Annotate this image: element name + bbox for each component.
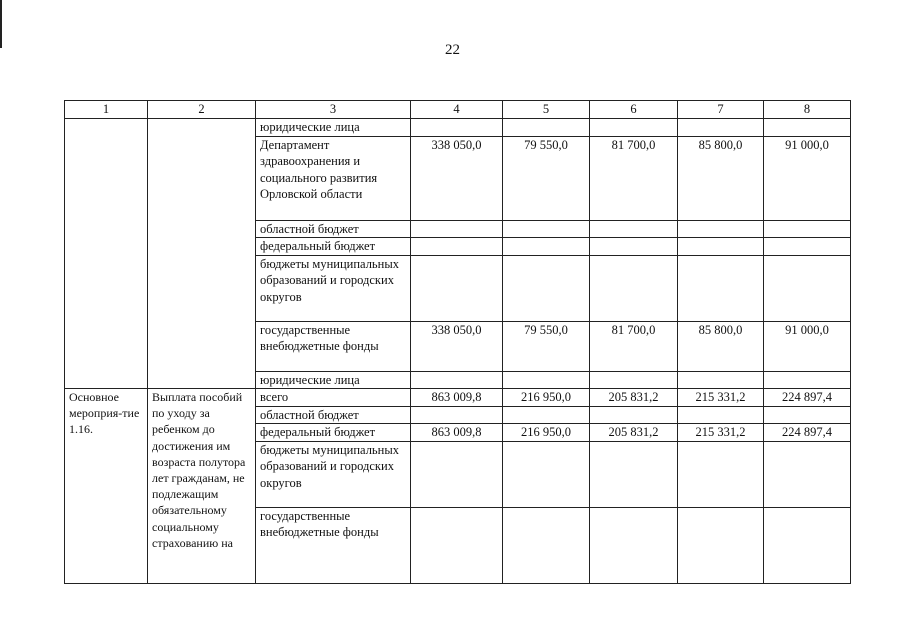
value-cell: 216 950,0 <box>503 389 590 407</box>
value-cell: 81 700,0 <box>590 321 678 371</box>
value-cell <box>503 441 590 507</box>
value-cell <box>590 255 678 321</box>
activity-cell: Основное мероприя-тие 1.16. <box>65 389 148 584</box>
funding-source-cell: Департамент здравоохранения и социального развития Орловской области <box>256 136 411 220</box>
value-cell <box>411 507 503 583</box>
funding-source-cell: бюджеты муниципальных образований и городских округов <box>256 441 411 507</box>
value-cell: 205 831,2 <box>590 424 678 442</box>
header-cell: 2 <box>148 101 256 119</box>
value-cell <box>764 238 851 256</box>
value-cell <box>590 507 678 583</box>
value-cell: 216 950,0 <box>503 424 590 442</box>
value-cell <box>764 220 851 238</box>
header-cell: 1 <box>65 101 148 119</box>
value-cell <box>764 119 851 137</box>
value-cell <box>764 255 851 321</box>
value-cell <box>411 371 503 389</box>
value-cell <box>764 406 851 424</box>
value-cell <box>411 406 503 424</box>
value-cell <box>764 507 851 583</box>
value-cell <box>678 441 764 507</box>
table-row <box>65 389 851 407</box>
value-cell: 338 050,0 <box>411 321 503 371</box>
value-cell: 85 800,0 <box>678 321 764 371</box>
value-cell <box>764 371 851 389</box>
header-cell: 3 <box>256 101 411 119</box>
header-cell: 8 <box>764 101 851 119</box>
budget-table <box>64 100 851 584</box>
value-cell <box>678 406 764 424</box>
value-cell <box>590 441 678 507</box>
value-cell <box>590 238 678 256</box>
funding-source-cell: юридические лица <box>256 119 411 137</box>
value-cell: 205 831,2 <box>590 389 678 407</box>
table-body <box>65 101 851 584</box>
activity-cell <box>65 119 148 389</box>
value-cell: 338 050,0 <box>411 136 503 220</box>
funding-source-cell: областной бюджет <box>256 220 411 238</box>
value-cell: 79 550,0 <box>503 321 590 371</box>
value-cell <box>411 119 503 137</box>
value-cell <box>503 238 590 256</box>
value-cell <box>678 238 764 256</box>
value-cell: 224 897,4 <box>764 389 851 407</box>
value-cell <box>764 441 851 507</box>
page-number: 22 <box>445 42 460 58</box>
value-cell: 863 009,8 <box>411 389 503 407</box>
scan-edge-line <box>0 0 2 48</box>
funding-source-cell: федеральный бюджет <box>256 238 411 256</box>
header-cell: 5 <box>503 101 590 119</box>
funding-source-cell: государственные внебюджетные фонды <box>256 321 411 371</box>
funding-source-cell: государственные внебюджетные фонды <box>256 507 411 583</box>
value-cell <box>503 220 590 238</box>
value-cell <box>503 371 590 389</box>
header-cell: 6 <box>590 101 678 119</box>
description-cell <box>148 119 256 389</box>
value-cell: 215 331,2 <box>678 389 764 407</box>
value-cell <box>678 371 764 389</box>
value-cell <box>411 238 503 256</box>
funding-source-cell: бюджеты муниципальных образований и городских округов <box>256 255 411 321</box>
value-cell: 79 550,0 <box>503 136 590 220</box>
value-cell: 91 000,0 <box>764 321 851 371</box>
value-cell <box>590 371 678 389</box>
value-cell <box>411 441 503 507</box>
value-cell <box>411 220 503 238</box>
value-cell <box>678 255 764 321</box>
value-cell <box>590 406 678 424</box>
value-cell <box>411 255 503 321</box>
funding-source-cell: всего <box>256 389 411 407</box>
header-row <box>65 101 851 119</box>
value-cell: 85 800,0 <box>678 136 764 220</box>
funding-source-cell: юридические лица <box>256 371 411 389</box>
funding-source-cell: федеральный бюджет <box>256 424 411 442</box>
value-cell <box>590 119 678 137</box>
table-row <box>65 119 851 137</box>
header-cell: 4 <box>411 101 503 119</box>
value-cell <box>678 119 764 137</box>
value-cell: 215 331,2 <box>678 424 764 442</box>
value-cell: 91 000,0 <box>764 136 851 220</box>
value-cell: 224 897,4 <box>764 424 851 442</box>
value-cell <box>503 255 590 321</box>
value-cell <box>590 220 678 238</box>
value-cell <box>503 406 590 424</box>
value-cell <box>678 507 764 583</box>
value-cell <box>678 220 764 238</box>
description-cell: Выплата пособий по уходу за ребенком до достижения им возраста полутора лет гражданам, не подлежащим обязательному социальному страхованию на <box>148 389 256 584</box>
header-cell: 7 <box>678 101 764 119</box>
value-cell <box>503 119 590 137</box>
funding-source-cell: областной бюджет <box>256 406 411 424</box>
value-cell: 863 009,8 <box>411 424 503 442</box>
value-cell <box>503 507 590 583</box>
value-cell: 81 700,0 <box>590 136 678 220</box>
